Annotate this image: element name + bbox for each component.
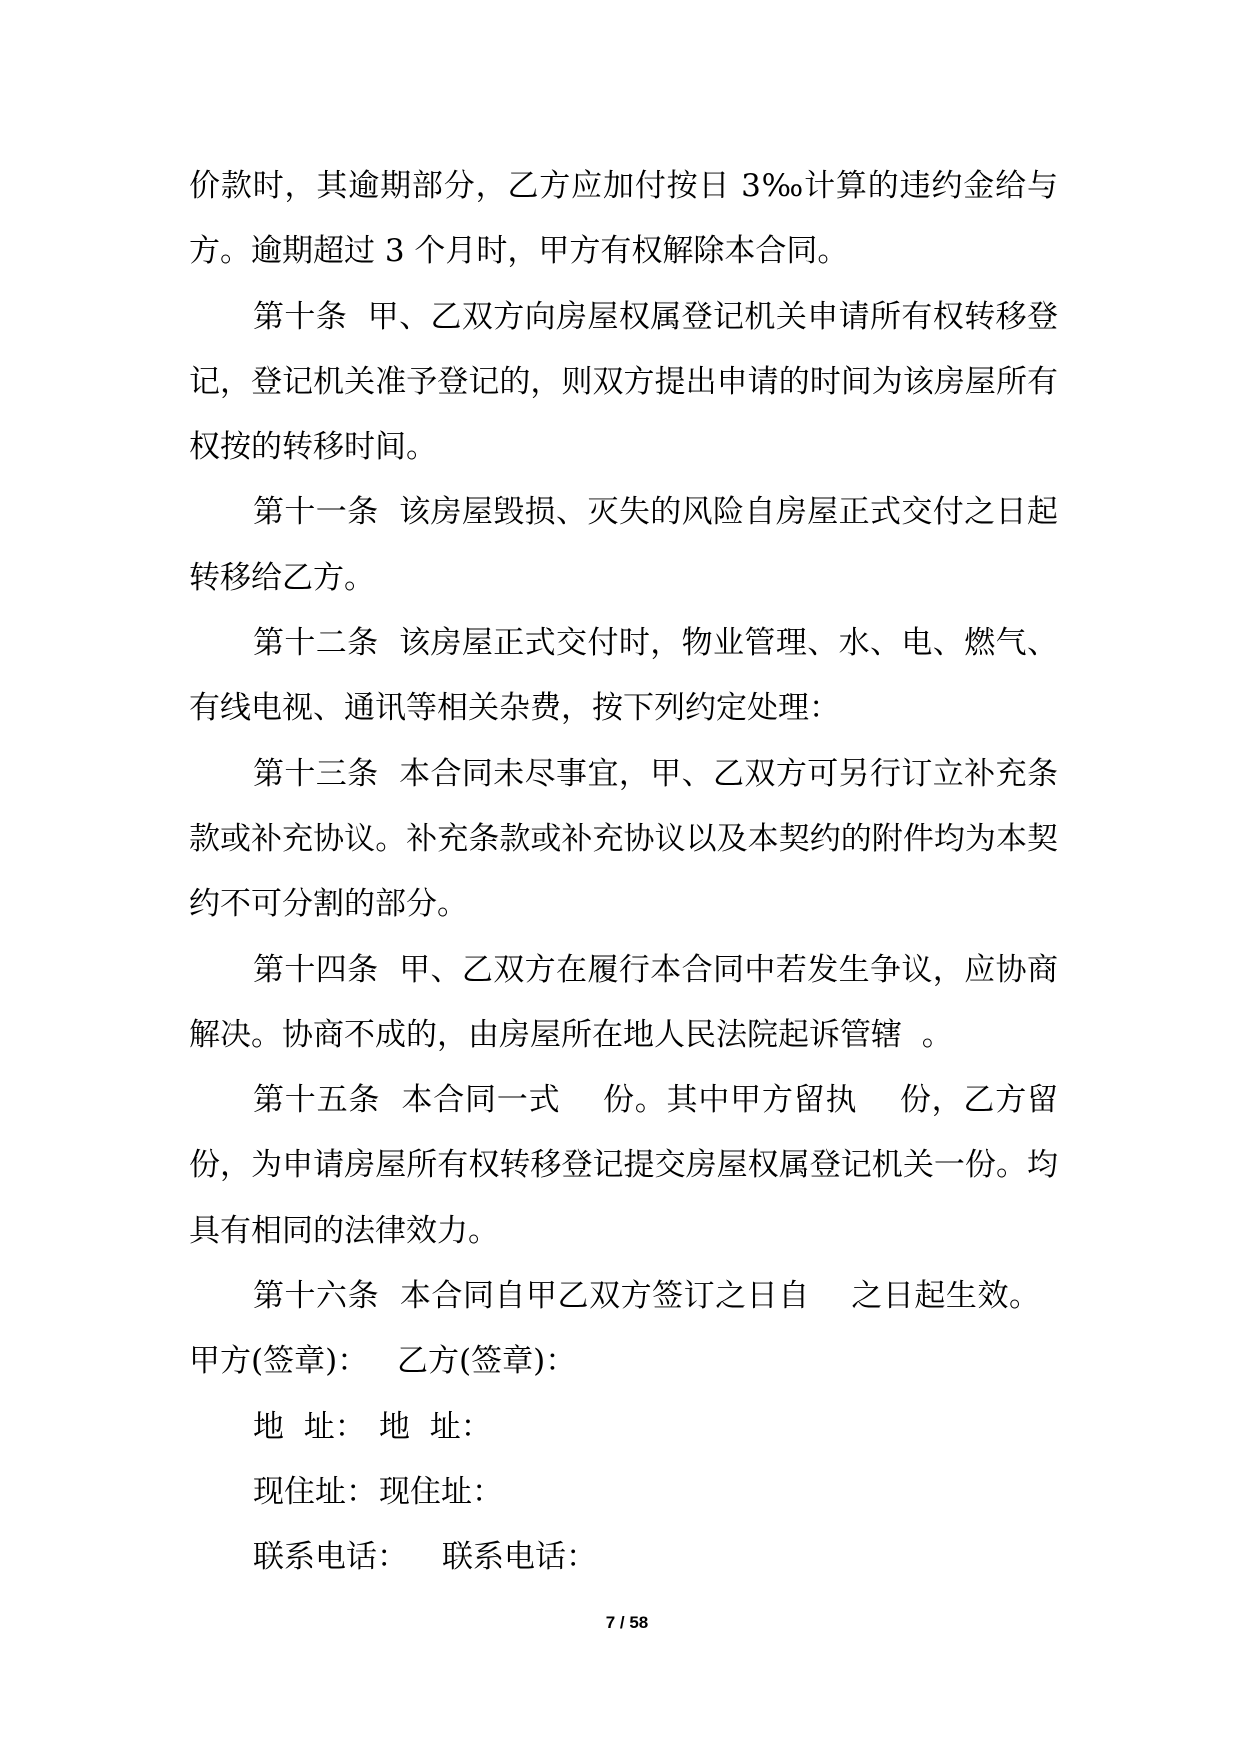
current-address-row	[189, 1460, 1058, 1525]
paragraph-line: 价款时，其逾期部分，乙方应加付按日 3‰计算的违约金给与	[189, 168, 1058, 204]
article-16-paragraph	[189, 1264, 1058, 1329]
paragraph-line: 第十五条 本合同一式 份。其中甲方留执 份，乙方留	[253, 1082, 1058, 1119]
paragraph-line: 权按的转移时间。	[189, 429, 437, 466]
paragraph-line: 有线电视、通讯等相关杂费，按下列约定处理：	[189, 690, 840, 727]
paragraph-line: 第十一条 该房屋毁损、灭失的风险自房屋正式交付之日起	[253, 494, 1058, 531]
paragraph-line: 第十二条 该房屋正式交付时，物业管理、水、电、燃气、	[253, 625, 1058, 662]
signature-block	[189, 1329, 1058, 1590]
paragraph-line: 方。逾期超过 3 个月时，甲方有权解除本合同。	[189, 233, 849, 270]
paragraph-line: 份，为申请房屋所有权转移登记提交房屋权属登记机关一份。均	[189, 1147, 1058, 1184]
article-10-paragraph	[189, 285, 1058, 481]
seal-row	[189, 1329, 1058, 1394]
paragraph-line: 解决。协商不成的，由房屋所在地人民法院起诉管辖 。	[189, 1016, 953, 1053]
paragraph-line: 款或补充协议。补充条款或补充协议以及本契约的附件均为本契	[189, 820, 1058, 857]
paragraph-line: 第十六条 本合同自甲乙双方签订之日自 之日起生效。	[253, 1278, 1040, 1315]
address-row	[189, 1395, 1058, 1460]
article-15-paragraph	[189, 1068, 1058, 1264]
party-a-address-label: 地 址：	[253, 1408, 366, 1445]
party-a-phone-label: 联系电话：	[253, 1539, 408, 1576]
party-b-phone-label: 联系电话：	[442, 1539, 597, 1576]
paragraph-line: 第十三条 本合同未尽事宜，甲、乙双方可另行订立补充条	[253, 755, 1058, 792]
party-a-seal-label: 甲方(签章)：	[189, 1343, 369, 1380]
paragraph-line: 记，登记机关准予登记的，则双方提出申请的时间为该房屋所有	[189, 363, 1058, 400]
party-b-address-label: 地 址：	[379, 1408, 492, 1445]
article-14-paragraph	[189, 938, 1058, 1069]
contract-body	[189, 154, 1058, 1591]
party-b-current-address-label: 现住址：	[379, 1473, 503, 1510]
paragraph-line: 约不可分割的部分。	[189, 886, 468, 923]
paragraph-line: 转移给乙方。	[189, 559, 375, 596]
page-number: 7 / 58	[605, 1613, 649, 1632]
paragraph-line: 第十条 甲、乙双方向房屋权属登记机关申请所有权转移登	[253, 298, 1058, 335]
article-13-paragraph	[189, 742, 1058, 938]
paragraph-line: 第十四条 甲、乙双方在履行本合同中若发生争议，应协商	[253, 951, 1058, 988]
payment-clause-continuation	[189, 154, 1058, 285]
party-a-current-address-label: 现住址：	[253, 1473, 377, 1510]
article-12-paragraph	[189, 611, 1058, 742]
paragraph-line: 具有相同的法律效力。	[189, 1212, 499, 1249]
phone-row	[189, 1525, 1058, 1590]
article-11-paragraph	[189, 480, 1058, 611]
party-b-seal-label: 乙方(签章)：	[397, 1343, 577, 1380]
